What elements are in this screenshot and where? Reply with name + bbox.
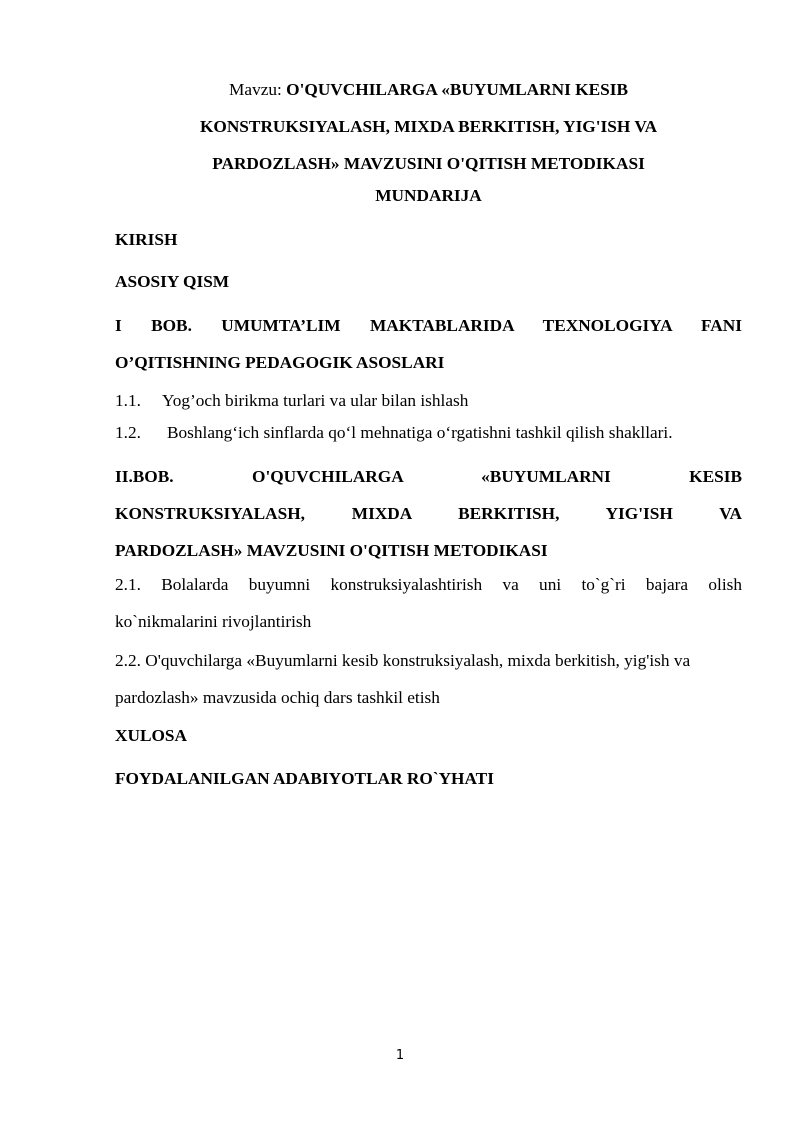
- toc-chapter-2-line-2: KONSTRUKSIYALASH, MIXDA BERKITISH, YIG'ISH VA: [115, 504, 742, 523]
- toc-chapter-1-line-1: I BOB. UMUMTA’LIM MAKTABLARIDA TEXNOLOGIYA FANI: [115, 316, 742, 335]
- toc-section-1-1-title: Yog’och birikma turlari va ular bilan ishlash: [162, 391, 469, 410]
- topic-title: [115, 71, 742, 182]
- topic-title-line-2: KONSTRUKSIYALASH, MIXDA BERKITISH, YIG'ISH VA: [199, 117, 658, 136]
- toc-section-1-1: [115, 391, 755, 411]
- toc-section-2-1-line-2: ko`nikmalarini rivojlantirish: [115, 612, 312, 631]
- toc-references: FOYDALANILGAN ADABIYOTLAR RO`YHATI: [115, 769, 494, 788]
- topic-title-line-3: PARDOZLASH» MAVZUSINI O'QITISH METODIKASI: [212, 154, 645, 173]
- topic-prefix: Mavzu:: [229, 80, 287, 99]
- toc-main-part: ASOSIY QISM: [115, 272, 230, 291]
- toc-section-1-2: [115, 423, 755, 443]
- page-number: 1: [395, 1048, 405, 1063]
- topic-title-text-1: O'QUVCHILARGA «BUYUMLARNI KESIB: [286, 80, 628, 99]
- toc-chapter-2: [115, 458, 742, 569]
- toc-chapter-1-line-2: O’QITISHNING PEDAGOGIK ASOSLARI: [115, 353, 445, 372]
- toc-section-2-2-line-1: 2.2. O'quvchilarga «Buyumlarni kesib konstruksiyalash, mixda berkitish, yig'ish va: [115, 651, 691, 670]
- toc-chapter-2-line-1: II.BOB. O'QUVCHILARGA «BUYUMLARNI KESIB: [115, 467, 743, 486]
- toc-section-1-1-number: 1.1.: [115, 391, 141, 410]
- toc-section-1-2-number: 1.2.: [115, 423, 141, 442]
- toc-chapter-2-line-3: PARDOZLASH» MAVZUSINI O'QITISH METODIKASI: [115, 541, 548, 560]
- contents-heading: MUNDARIJA: [375, 186, 482, 205]
- topic-title-line-1: [115, 71, 742, 108]
- toc-section-2-2-line-2: pardozlash» mavzusida ochiq dars tashkil etish: [115, 688, 440, 707]
- toc-section-2-1-line-1: 2.1. Bolalarda buyumni konstruksiyalashtirish va uni to`g`ri bajara olish: [115, 575, 743, 594]
- toc-conclusion: XULOSA: [115, 726, 188, 745]
- toc-intro: KIRISH: [115, 230, 178, 249]
- toc-section-2-2: [115, 642, 742, 716]
- toc-section-1-2-title: Boshlang‘ich sinflarda qo‘l mehnatiga o‘rgatishni tashkil qilish shakllari.: [167, 423, 673, 442]
- toc-section-2-1: [115, 566, 742, 640]
- toc-chapter-1: [115, 307, 742, 381]
